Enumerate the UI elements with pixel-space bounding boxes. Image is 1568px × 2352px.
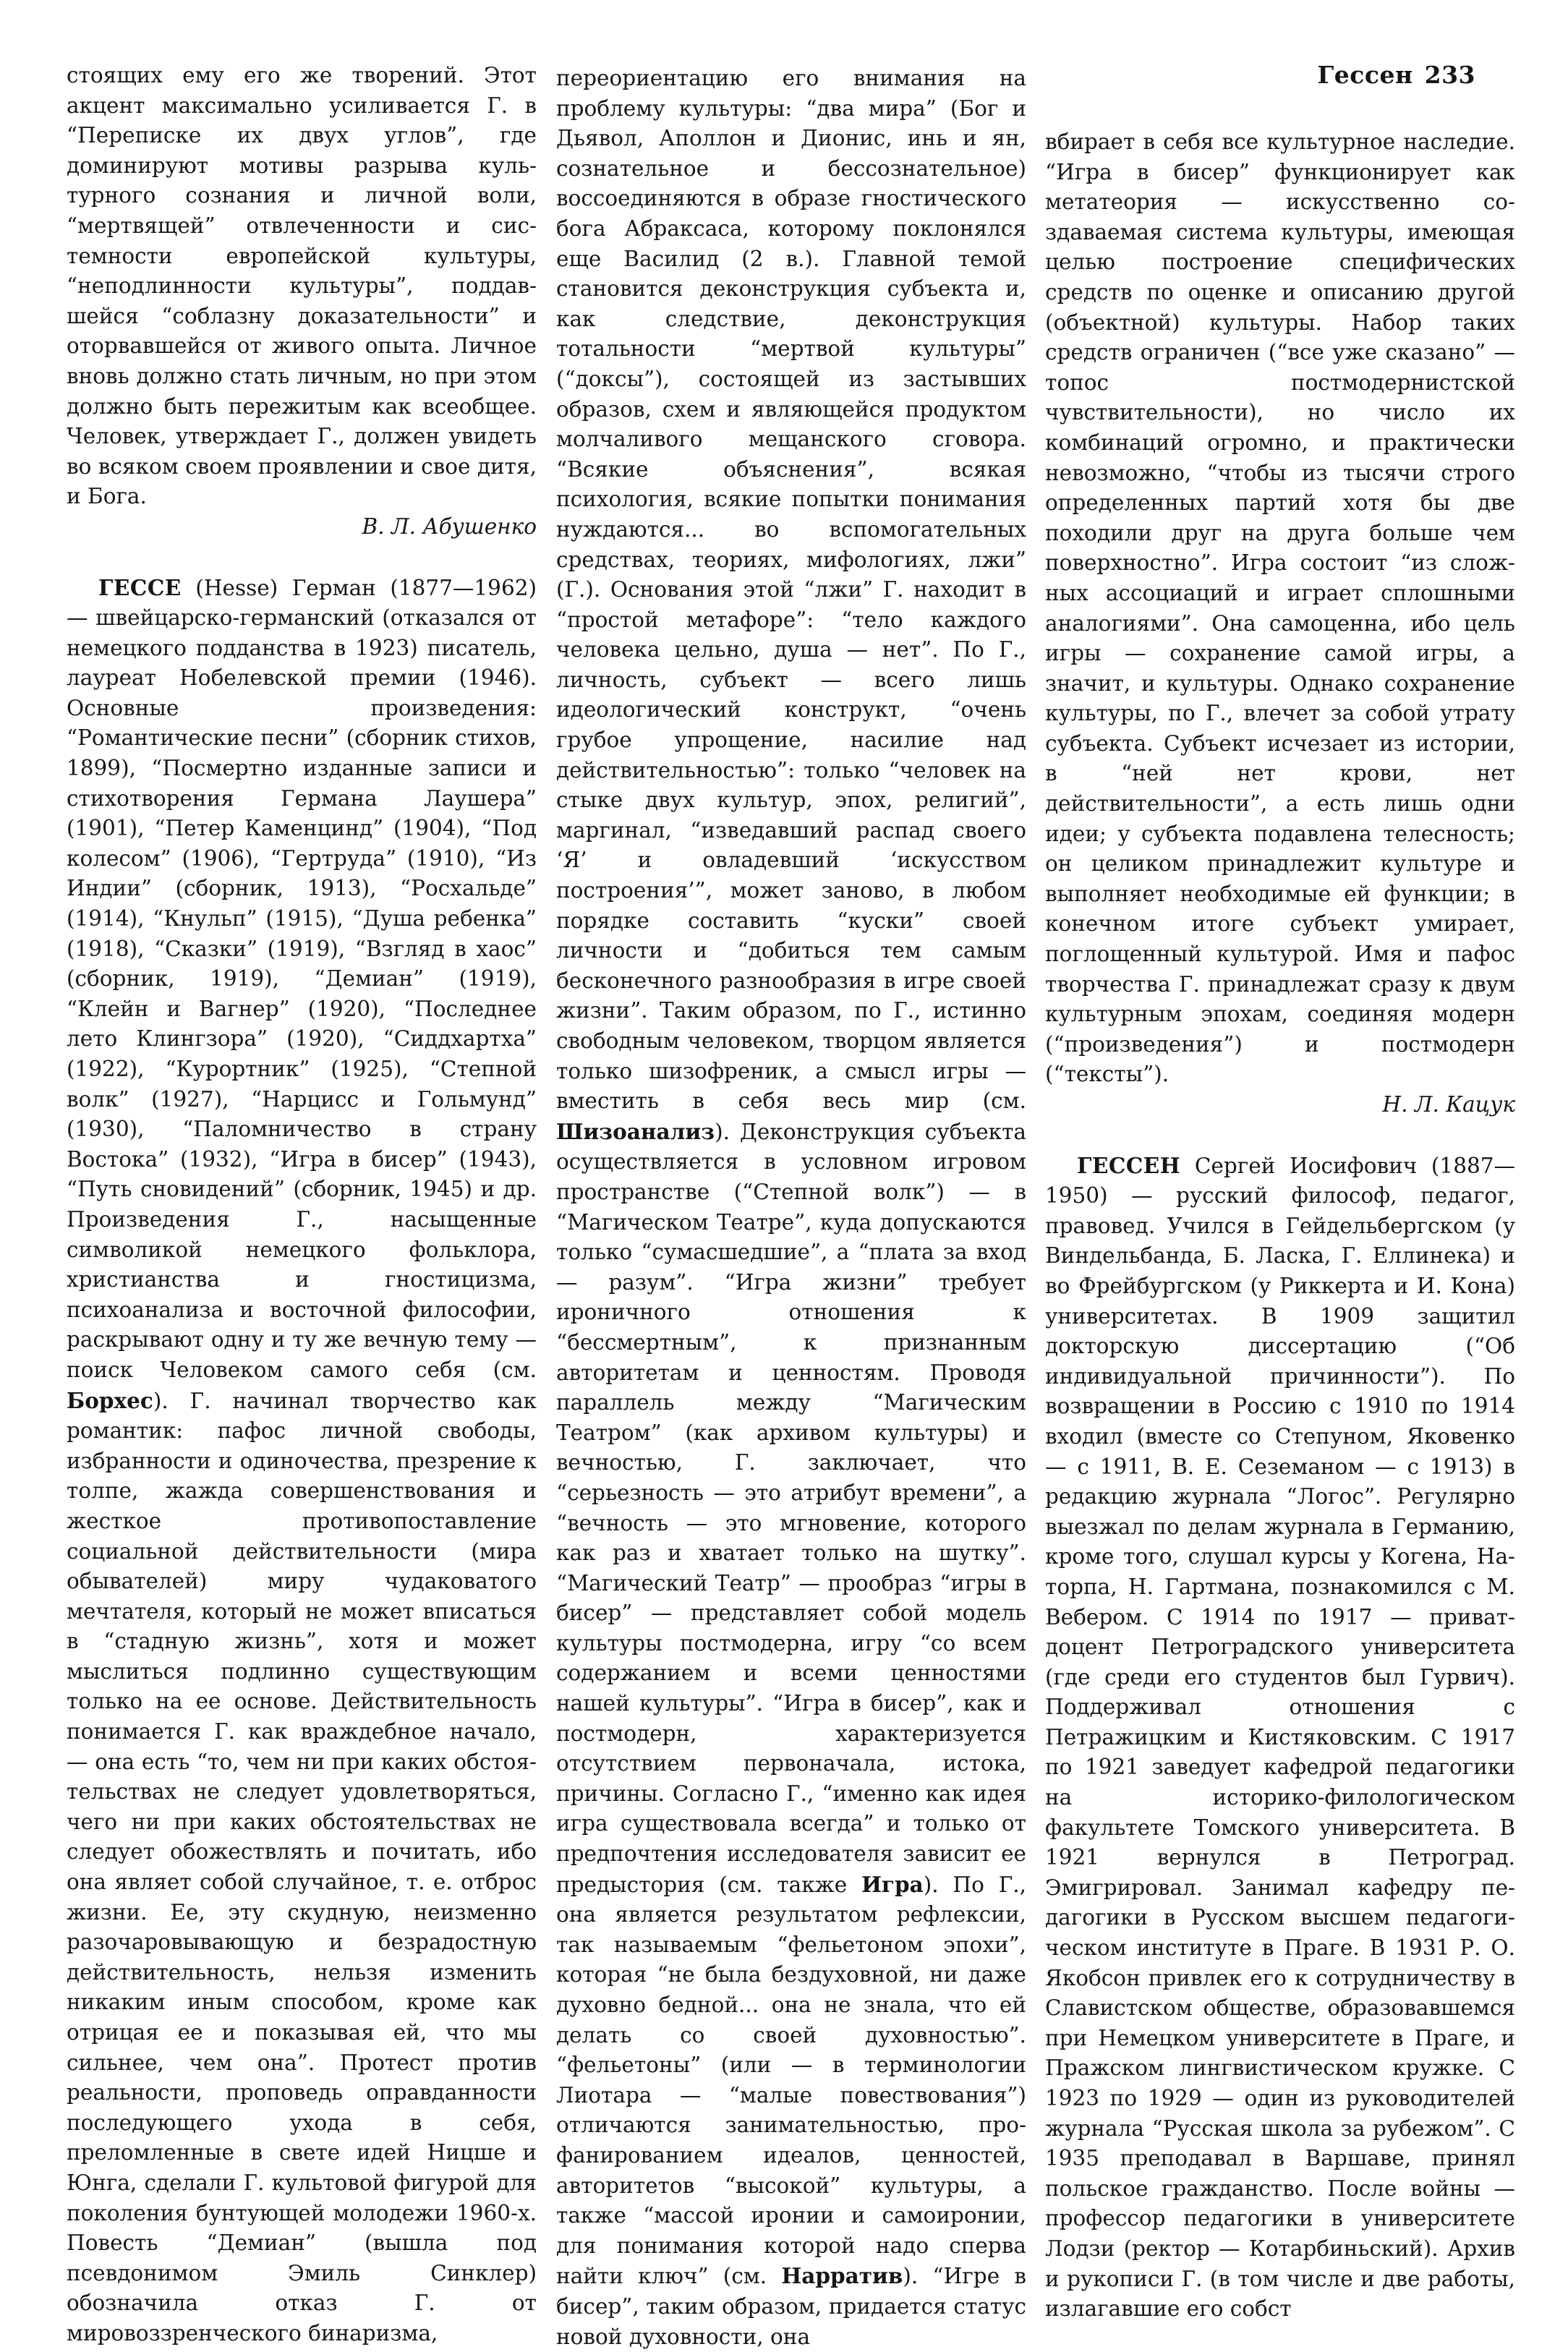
entry-hesse [67, 573, 537, 2349]
entry-hessen [1045, 1151, 1515, 2325]
cross-reference-narrative[interactable]: Нарратив [781, 2263, 903, 2289]
author-signature-katsuk: Н. Л. Кацук [1382, 1092, 1515, 1117]
column-1 [67, 61, 537, 2345]
col2-text-3: ). По Г., она является результатом рефлексии, так называемым “фельетоном эпохи”, которая “не была бездуховной, ни даже духовно бедной... она не знала, что ей делать со своей духовностью”. “фельетоны” (или — в терминологии Лиотара — “малые повествования”) отличаются занимательностью, профанированием идеалов, ценностей, авторитетов “высокой” культуры, а также “массой иронии и самоиронии, для понимания которой надо сперва найти ключ” (см. [556, 1872, 1026, 2289]
entry-hesse-continued [556, 64, 1026, 2352]
cross-reference-game[interactable]: Игра [861, 1871, 924, 1897]
col3-text-1: вбирает в себя все культурное наследие. “Игра в бисер” функционирует как метатеория — искусственно создаваемая система культуры, имеющая целью построение специфических средств по оценке и описанию другой (объектной) культуры. Набор таких средств ограничен (“все уже сказано” — топос постмодернистской чувствительности), но число их комбинаций огромно, и практически невозможно, “чтобы из тысячи строго определенных партий хотя бы две походили друг на друга больше чем поверхностно”. Игра состоит “из сложных ассоциаций и играет сплошными аналогиями”. Она самоценна, ибо цель игры — сохранение самой игры, а значит, и культуры. Однако сохранение культуры, по Г., влечет за собой утрату субъекта. Субъект исчезает из истории, в “ней нет крови, нет действительности”, а есть лишь одни идеи; у субъекта подавлена телесность; он целиком принадлежит культуре и выполняет необходимые ей функции; в конечном итоге субъект умирает, поглощенный культурой. Имя и пафос творчества Г. принадлежат сразу к двум культурным эпохам, соединяя модерн (“произведения”) и постмодерн (“тексты”). [1045, 129, 1515, 1087]
column-2 [556, 64, 1026, 2349]
page-number: 233 [1424, 61, 1475, 89]
headword-hessen: ГЕССЕН [1077, 1152, 1181, 1178]
entry-hesse-text: (Hesse) Герман (1877—1962) — швейцарско-германский (отказался от немецкого подданства в 1923) писатель, лауреат Нобелевской премии (1946). Основные произведения: “Романтические песни” (сборник стихов, 1899), “Посмертно изданные записи и стихотворения Германа Лаушера” (1901), “Петер Каменцинд” (1904), “Под колесом” (1906), “Гертруда” (1910), “Из Индии” (сборник, 1913), “Росхальде” (1914), “Кнульп” (1915), “Душа ребенка” (1918), “Сказки” (1919), “Взгляд в хаос” (сборник, 1919), “Демиан” (1919), “Клейн и Вагнер” (1920), “Последнее лето Клингзора” (1920), “Сиддхартха” (1922), “Курортник” (1925), “Степной волк” (1927), “Нарцисс и Гольмунд” (1930), “Паломничество в страну Востока” (1932), “Игра в бисер” (1943), “Путь сновидений” (сборник, 1945) и др. Произведения Г., насыщенные символикой немецкого фольклора, христианства и гностицизма, психоанализа и восточной философии, раскрывают одну и ту же вечную тему — поиск Человеком самого себя (см. [67, 575, 537, 1382]
headword-hesse: ГЕССЕ [98, 574, 182, 600]
continued-text: стоящих ему его же творений. Этот акцент максимально усиливается Г. в “Переписке их двух углов”, где доминируют мотивы разрыва культурного сознания и личной воли, “мертвящей” отвлеченности и системности европейской культуры, “неподлинности культуры”, поддавшейся “соблазну доказательности” и оторвавшейся от живого опыта. Личное вновь должно стать личным, но при этом должно быть пережитым как всеобщее. Человек, утверждает Г., должен увидеть во всяком своем проявлении и свое дитя, и Бога. [67, 63, 537, 509]
running-head [1317, 61, 1475, 89]
entry-hessen-text: Сергей Иосифович (1887—1950) — русский философ, педагог, правовед. Учился в Гейдельбергском (у Виндельбанда, Б. Ласка, Г. Еллинека) и во Фрейбургском (у Риккерта и И. Кона) университетах. В 1909 защитил докторскую диссертацию (“Об индивидуальной причинности”). По возвращении в Россию с 1910 по 1914 входил (вместе со Степуном, Яковенко — с 1911, В. Е. Сеземаном — с 1913) в редакцию журнала “Логос”. Регулярно выезжал по делам журнала в Германию, кроме того, слушал курсы у Когена, Наторпа, Н. Гартмана, познакомился с М. Вебером. С 1914 по 1917 — приват-доцент Петроградского университета (где среди его студентов был Гурвич). Поддерживал отношения с Петражицким и Кистяковским. С 1917 по 1921 заведует кафедрой педагогики на историко-филологическом факультете Томского университета. В 1921 вернулся в Петроград. Эмигрировал. Занимал кафедру педагогики в Русском высшем педагогическом институте в Праге. В 1931 Р. О. Якобсон привлек его к сотрудничеству в Славистском обществе, образовавшемся при Немецком университете в Праге, и Пражском лингвистическом кружке. С 1923 по 1929 — один из руководителей журнала “Русская школа за рубежом”. С 1935 преподавал в Варшаве, принял польское гражданство. После войны — профессор педагогики в университете Лодзи (ректор — Котарбиньский). Архив и рукописи Г. (в том числе и две работы, излагавшие его собст [1045, 1153, 1515, 2322]
entry-hesse-text-2: ). Г. начинал творчество как романтик: пафос личной свободы, избранности и одиночества, презрение к толпе, жажда совершенствования и жесткое противопоставление социальной действительности (мира обывателей) миру чудаковатого мечтателя, который не может вписаться в “стадную жизнь”, хотя и может мыслиться подлинно существующим только на ее основе. Действительность понимается Г. как враждебное начало, — она есть “то, чем ни при каких обстоятельствах не следует удовлетворяться, чего ни при каких обстоятельствах не следует обожествлять и почитать, ибо она являет собой случайное, т. е. отброс жизни. Ее, эту скудную, неизменно разочаровывающую и безрадостную действительность, нельзя изменить никаким иным способом, кроме как отрицая ее и показывая ей, что мы сильнее, чем она”. Протест против реальности, проповедь оправданности последующего ухода в себя, преломленные в свете идей Ницше и Юнга, сделали Г. культовой фигурой для поколения бунтующей молодежи 1960-х. Повесть “Демиан” (вышла под псевдонимом Эмиль Синклер) обозначила отказ Г. от мировоззренческого бинаризма, [67, 1388, 537, 2345]
column-3 [1045, 127, 1515, 2322]
col2-text-4: ). “Игре в бисер”, таким образом, придается статус новой духовности, она [556, 2264, 1026, 2349]
running-head-title: Гессен [1317, 61, 1413, 89]
cross-reference-borges[interactable]: Борхес [67, 1387, 153, 1413]
col2-text-1: переориентацию его внимания на проблему культуры: “два мира” (Бог и Дьявол, Аполлон и Дионис, инь и ян, сознательное и бессознательное) воссоединяются в образе гностического бога Абраксаса, которому поклонялся еще Василид (2 в.). Главной темой становится деконструкция субъекта и, как следствие, деконструкция тотальности “мертвой культуры” (“доксы”), состоящей из застывших образов, схем и являющейся продуктом молчаливого мещанского сговора. “Всякие объяснения”, всякая психология, всякие попытки понимания нуждаются... во вспомогательных средствах, теориях, мифологиях, лжи” (Г.). Основания этой “лжи” Г. находит в “простой метафоре”: “тело каждого человека цельно, душа — нет”. По Г., личность, субъект — всего лишь идеологический конструкт, “очень грубое упрощение, насилие над действительностью”: только “человек на стыке двух культур, эпох, религий”, маргинал, “изведавший распад своего ‘Я’ и овладевший ‘искусством построения’”, может заново, в любом порядке составить “куски” своей личности и “добиться тем самым бесконечного разнообразия в игре своей жизни”. Таким образом, по Г., истинно свободным человеком, творцом является только шизофреник, а смысл игры — вместить в себя весь мир (см. [556, 66, 1026, 1114]
author-signature-abushenko: В. Л. Абушенко [362, 514, 537, 539]
col2-text-2: ). Деконструкция субъекта осуществляется в условном игровом пространстве (“Степной волк”) — в “Магическом Театре”, куда допускаются только “сумасшедшие”, а “плата за вход — разум”. “Игра жизни” требует ироничного отношения к “бессмертным”, к признанным авторитетам и ценностям. Проводя параллель между “Магическим Театром” (как архивом культуры) и вечностью, Г. заключает, что “серьезность — это атрибут времени”, а “вечность — это мгновение, которого как раз и хватает только на шутку”. “Магический Театр” — прообраз “игры в бисер” — представляет собой модель культуры постмодерна, игру “со всем содержанием и всеми ценностями нашей культуры”. “Игра в бисер”, как и постмодерн, характеризуется отсутствием первоначала, истока, причины. Согласно Г., “именно как идея игра существовала всегда” и только от предпочтения исследователя зависит ее предыстория (см. также [556, 1119, 1026, 1897]
cross-reference-schizoanalysis[interactable]: Шизоанализ [556, 1118, 715, 1144]
